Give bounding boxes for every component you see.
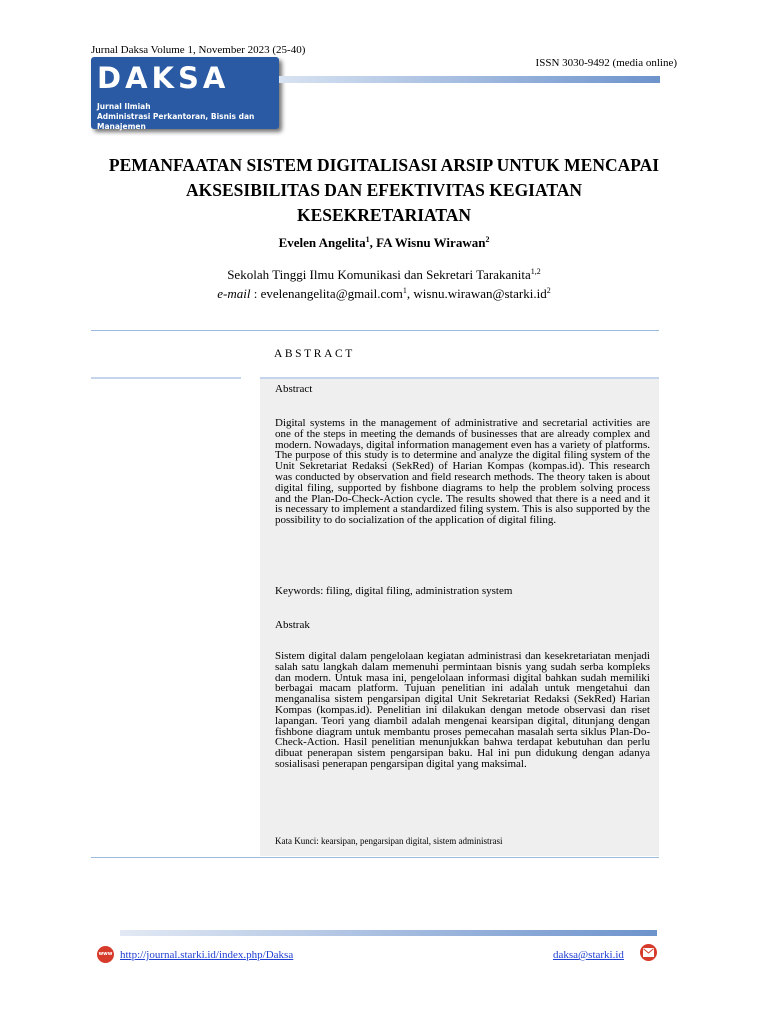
journal-email-link[interactable]: daksa@starki.id: [553, 949, 624, 961]
affiliation: Sekolah Tinggi Ilmu Komunikasi dan Sekretari Tarakanita: [227, 267, 531, 282]
mail-envelope-glyph: [643, 948, 654, 957]
logo-subtitle-line1: Jurnal Ilmiah: [97, 102, 151, 111]
title-line-2: AKSESIBILITAS DAN EFEKTIVITAS KEGIATAN: [186, 180, 582, 200]
affiliation-line: [0, 267, 768, 283]
title-line-1: PEMANFAATAN SISTEM DIGITALISASI ARSIP UNTUK MENCAPAI: [108, 155, 660, 175]
keywords-en: Keywords: filing, digital filing, administration system: [275, 585, 513, 597]
email-separator: ,: [406, 286, 414, 301]
abstract-heading: ABSTRACT: [274, 348, 355, 360]
journal-url-link[interactable]: http://journal.starki.id/index.php/Daksa: [120, 949, 294, 961]
author-line: [0, 235, 768, 251]
email-2: wisnu.wirawan@starki.id: [413, 286, 547, 301]
author-1: Evelen Angelita: [278, 235, 366, 250]
footer-gradient-bar: [120, 930, 657, 936]
abstract-en-label: Abstract: [275, 383, 313, 395]
daksa-logo: [91, 57, 279, 129]
author-separator: ,: [369, 235, 377, 250]
email-colon: :: [250, 286, 261, 301]
header-gradient-bar: [279, 76, 660, 83]
logo-subtitle-line2: Administrasi Perkantoran, Bisnis dan Manajemen: [97, 112, 255, 131]
email-line: [0, 286, 768, 302]
email-1: evelenangelita@gmail.com: [260, 286, 403, 301]
kata-kunci: Kata Kunci: kearsipan, pengarsipan digital, sistem administrasi: [275, 836, 503, 846]
www-icon: www: [97, 946, 114, 963]
email-label: e-mail: [217, 286, 251, 301]
affiliation-sup: 1,2: [530, 267, 541, 276]
journal-volume-line: Jurnal Daksa Volume 1, November 2023 (25-40): [91, 44, 306, 56]
email-1-sup: 1: [402, 286, 407, 295]
abstract-en-text: Digital systems in the management of administrative and secretarial activities are one of the steps in meeting the demands of businesses that are already complex and modern. Nowadays, digital information management even has a variety of platforms. The purpose of this study is to determine and analyze the digital filing system of the Unit Sekretariat Redaksi (SekRed) of Harian Kompas (kompas.id). This research was conducted by observation and field research methods. The theory taken is about digital filing, supported by fishbone diagrams to help the problem solving process and the Plan-Do-Check-Action cycle. The results showed that there is a need and it is necessary to implement a standardized filing system. This is also supported by the possibility to do socialization of the application of digital filing.: [275, 417, 650, 527]
issn-line: ISSN 3030-9492 (media online): [535, 57, 677, 69]
author-2: FA Wisnu Wirawan: [376, 235, 486, 250]
title-line-3: KESEKRETARIATAN: [296, 205, 472, 225]
divider-top: [91, 330, 659, 331]
email-2-sup: 2: [546, 286, 551, 295]
abstract-id-label: Abstrak: [275, 619, 310, 631]
author-2-sup: 2: [485, 235, 490, 244]
divider-bottom: [91, 857, 659, 858]
article-title: [60, 153, 708, 228]
author-1-sup: 1: [365, 235, 370, 244]
divider-left: [91, 377, 241, 379]
mail-icon: [640, 944, 657, 961]
logo-subtitle: [97, 102, 279, 132]
logo-wordmark: DAKSA: [97, 61, 230, 95]
abstract-id-text: Sistem digital dalam pengelolaan kegiatan administrasi dan kesekretariatan menjadi salah satu langkah dalam memenuhi permintaan bisnis yang sudah serba kompleks dan modern. Untuk masa ini, pengelolaan informasi digital bahkan sudah memiliki berbagai macam platform. Tujuan penelitian ini adalah untuk mengetahui dan menganalisa sistem pengarsipan digital Unit Sekretariat Redaksi (SekRed) Harian Kompas (kompas.id). Penelitian ini dilakukan dengan metode observasi dan riset lapangan. Teori yang diambil adalah mengenai kearsipan digital, ditunjang dengan fishbone diagram untuk membantu proses pemecahan masalah serta siklus Plan-Do-Check-Action. Hasil penelitian menunjukkan bahwa terdapat kebutuhan dan perlu dibuat penerapan sistem pengarsipan baku. Hal ini pun didukung dengan adanya sosialisasi penerapan pengarsipan digital yang maksimal.: [275, 650, 650, 770]
